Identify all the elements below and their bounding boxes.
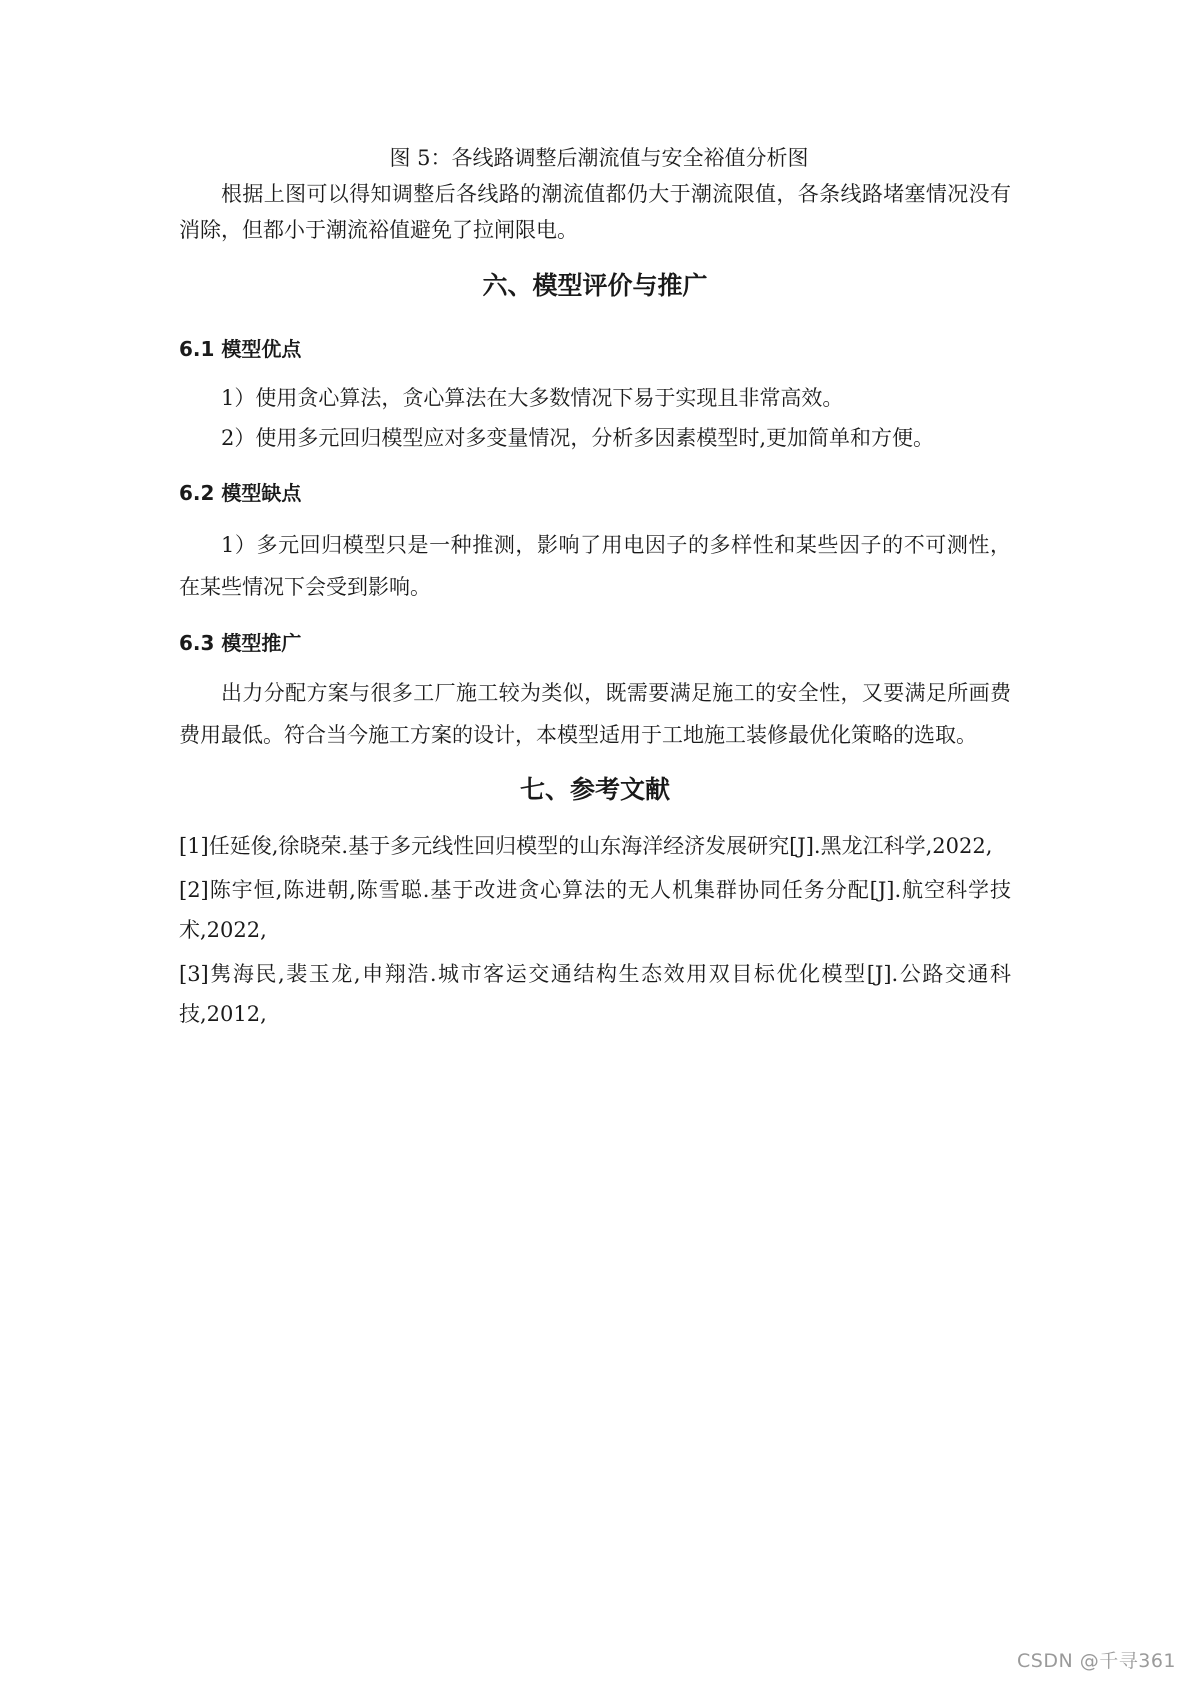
section-7-title: 七、参考文献 bbox=[519, 775, 670, 804]
intro-paragraph: 根据上图可以得知调整后各线路的潮流值都仍大于潮流限值，各条线路堵塞情况没有消除，但都小于潮流裕值避免了拉闸限电。 bbox=[179, 182, 1011, 242]
subsection-6-1-title: 6.1 模型优点 bbox=[179, 337, 302, 361]
reference-item-3: [3]隽海民,裴玉龙,申翔浩.城市客运交通结构生态效用双目标优化模型[J].公路交通科技,2012, bbox=[179, 962, 1011, 1026]
section-6-title: 六、模型评价与推广 bbox=[482, 271, 708, 300]
advantage-item-1: 1）使用贪心算法，贪心算法在大多数情况下易于实现且非常高效。 bbox=[221, 386, 844, 410]
figure-caption: 图 5：各线路调整后潮流值与安全裕值分析图 bbox=[389, 146, 809, 170]
reference-list bbox=[179, 826, 1011, 1034]
subsection-6-3-title: 6.3 模型推广 bbox=[179, 631, 302, 655]
disadvantage-item-1: 1）多元回归模型只是一种推测，影响了用电因子的多样性和某些因子的不可测性，在某些情况下会受到影响。 bbox=[179, 533, 1011, 599]
subsection-6-2-title: 6.2 模型缺点 bbox=[179, 481, 302, 505]
advantage-item-2: 2）使用多元回归模型应对多变量情况，分析多因素模型时,更加简单和方便。 bbox=[221, 426, 935, 450]
csdn-watermark: CSDN @千寻361 bbox=[1017, 1650, 1176, 1672]
reference-item-1: [1]任延俊,徐晓荣.基于多元线性回归模型的山东海洋经济发展研究[J].黑龙江科学,2022, bbox=[179, 834, 993, 858]
promotion-paragraph: 出力分配方案与很多工厂施工较为类似，既需要满足施工的安全性，又要满足所画费费用最低。符合当今施工方案的设计，本模型适用于工地施工装修最优化策略的选取。 bbox=[179, 681, 1011, 747]
reference-item-2: [2]陈宇恒,陈进朝,陈雪聪.基于改进贪心算法的无人机集群协同任务分配[J].航空科学技术,2022, bbox=[179, 878, 1011, 942]
page-content bbox=[179, 140, 1011, 1034]
